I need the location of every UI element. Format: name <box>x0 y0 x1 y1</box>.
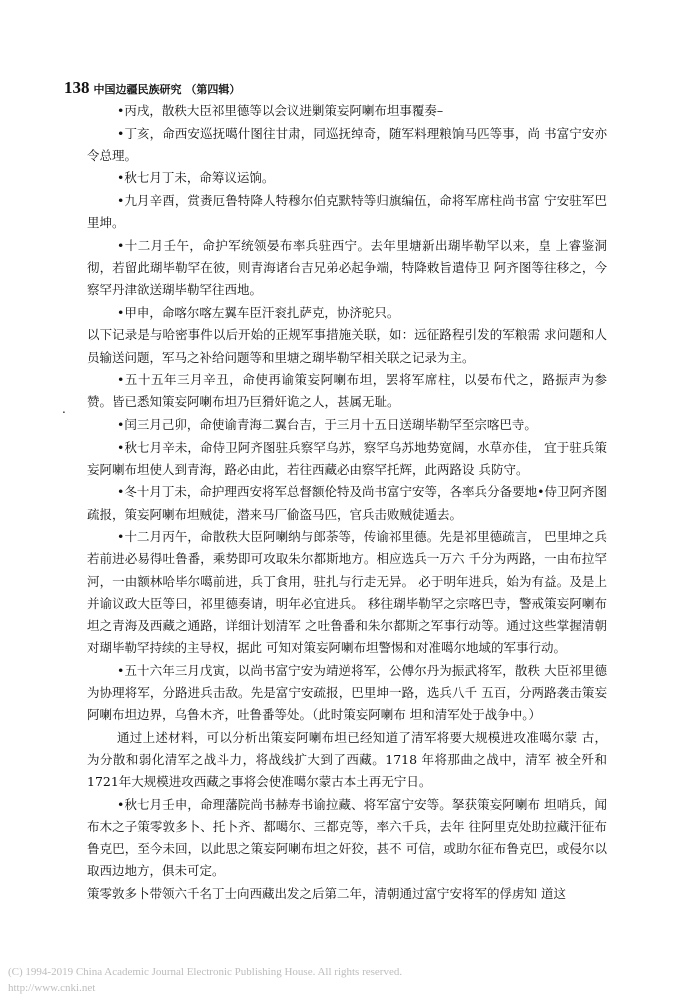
paragraph: •甲申，命喀尔喀左翼车臣汗衮扎萨克，协济驼只。 <box>117 304 400 320</box>
page-header <box>64 78 240 98</box>
paragraph: •秋七月壬申，命理藩院尚书赫寿书谕拉藏、将军富宁安等。拏获策妄阿喇布 坦哨兵，闻布木之子策零敦多卜、托卜齐、都噶尔、三都克等，率六千兵，去年 往阿里克处助拉藏汗征布鲁克巴，至今未回，以此思之策妄阿喇布坦之奸狡，甚不 可信，或助尔征布鲁克巴，或侵尔以取西边地方，俱未可定。 <box>87 796 607 879</box>
footer-url: http://www.cnki.net <box>8 982 96 994</box>
paragraph: •五十六年三月戊寅，以尚书富宁安为靖逆将军，公傅尔丹为振武将军，散秩 大臣祁里德为协理将军，分路进兵击敌。先是富宁安疏报，巴里坤一路，选兵八千 五百，分两路袭击策妄阿喇布坦边界，乌鲁木齐，吐鲁番等处。（此时策妄阿喇布 坦和清军处于战争中。） <box>87 662 607 723</box>
page-number: 138 <box>64 78 90 97</box>
stray-mark: . <box>62 402 66 416</box>
paragraph: •十二月壬午，命护军统领晏布率兵驻西宁。去年里塘新出瑚毕勒罕以来，皇 上睿鉴洞彻，若留此瑚毕勒罕在彼，则青海诸台吉兄弟必起争端，特降敕旨遣侍卫 阿齐图等往移之，今察罕丹津欲送瑚毕勒罕往西地。 <box>87 237 607 298</box>
paragraph: 策零敦多卜带领六千名丁士向西藏出发之后第二年，清朝通过富宁安将军的俘虏知 道这 <box>87 885 566 901</box>
journal-title: 中国边疆民族研究 （第四辑） <box>93 83 241 96</box>
paragraph: •秋七月丁未，命筹议运饷。 <box>117 170 275 186</box>
paragraph: 通过上述材料，可以分析出策妄阿喇布坦已经知道了清军将要大规模进攻准噶尔蒙 古，为分散和弱化清军之战斗力，将战线扩大到了西藏。1718 年将那曲之战中，清军 被全歼和1721年大规模进攻西藏之事将会使准噶尔蒙古本土再无宁日。 <box>87 729 607 790</box>
article-body <box>87 100 607 906</box>
paragraph: •五十五年三月辛丑，命使再谕策妄阿喇布坦，罢将军席柱，以晏布代之，路振声为参赞。皆已悉知策妄阿喇布坦乃巨猾奸诡之人，甚属无耻。 <box>87 372 607 410</box>
page-footer <box>8 964 402 996</box>
paragraph: •冬十月丁未，命护理西安将军总督额伦特及尚书富宁安等，各率兵分备要地•侍卫阿齐图疏报，策妄阿喇布坦贼徒，潜来马厂偷盗马匹，官兵击败贼徒遁去。 <box>87 484 607 522</box>
paragraph: •丁亥，命西安巡抚噶什图往甘肃，同巡抚绰奇，随军料理粮饷马匹等事，尚 书富宁安亦令总理。 <box>87 125 607 163</box>
paragraph: 以下记录是与哈密事件以后开始的正规军事措施关联，如：远征路程引发的军粮需 求问题和人员输送问题，军马之补给问题等和里塘之瑚毕勒罕相关联之记录为主。 <box>87 327 607 365</box>
paragraph: •秋七月辛未，命侍卫阿齐图驻兵察罕乌苏，察罕乌苏地势宽阔，水草亦佳， 宜于驻兵策妄阿喇布坦使人到青海，路必由此，若往西藏必由察罕托辉，此两路设 兵防守。 <box>87 439 607 477</box>
copyright-notice: (C) 1994-2019 China Academic Journal Electronic Publishing House. All rights reserved. <box>8 966 403 978</box>
paragraph: •十二月丙午，命散秩大臣阿喇纳与郎荼等，传谕祁里德。先是祁里德疏言， 巴里坤之兵若前进必易得吐鲁番，乘势即可攻取朱尔都斯地方。相应选兵一万六 千分为两路，一由布拉罕河，一由额林哈毕尔噶前进，兵丁食用，驻扎与行走无异。 必于明年进兵，始为有益。及是上并谕议政大臣等曰，祁里德奏请，明年必宜进兵。 移往瑚毕勒罕之宗喀巴寺，警戒策妄阿喇布坦之青海及西藏之通路，详细计划清军 之吐鲁番和朱尔都斯之军事行动等。通过这些掌握清朝对瑚毕勒罕持续的主导权，据此 可知对策妄阿喇布坦警惕和对准噶尔地域的军事行动。 <box>87 529 607 656</box>
paragraph: •闰三月己卯，命使谕青海二翼台吉，于三月十五日送瑚毕勒罕至宗喀巴寺。 <box>117 416 537 432</box>
paragraph: •丙戌，散秩大臣祁里德等以会议进剿策妄阿喇布坦事覆奏– <box>117 103 444 118</box>
paragraph: •九月辛酉，赏赉厄鲁特降人特穆尔伯克默特等归旗编伍，命将军席柱尚书富 宁安驻军巴里坤。 <box>87 192 607 231</box>
